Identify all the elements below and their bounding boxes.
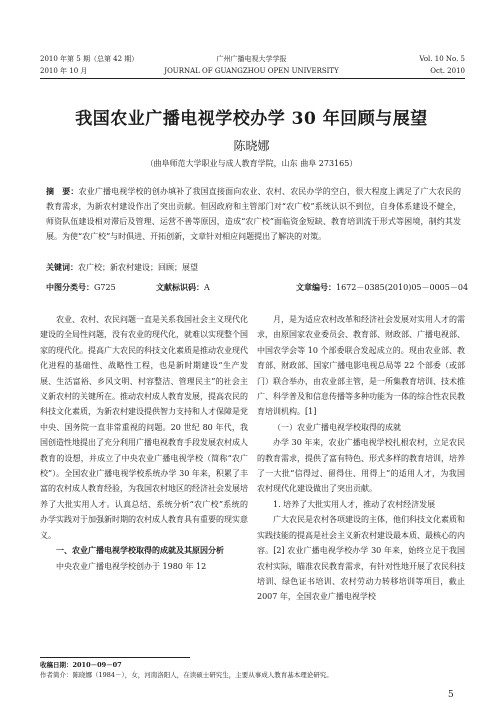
page-number: 5 <box>448 690 454 700</box>
article-number: 文章编号：1672－0385(2010)05－0005－04 <box>296 282 469 292</box>
header-issue: 2010 年第 5 期（总第 42 期） <box>40 55 139 63</box>
article-title: 我国农业广播电视学校办学 30 年回顾与展望 <box>75 109 428 129</box>
author-name: 陈晓娜 <box>233 139 270 153</box>
point-heading: 1. 培养了大批实用人才，推动了农村经济发展 <box>273 499 436 509</box>
abstract-label: 摘 要： <box>46 186 79 196</box>
subsection-heading: （一）农业广播电视学校取得的成就 <box>273 422 401 432</box>
body-paragraph: 中央农业广播电视学校创办于 1980 年 12 <box>56 561 207 571</box>
header-rule <box>40 78 465 79</box>
author-bio: 作者简介：陈晓娜（1984－），女，河南洛阳人，在读硕士研究生，主要从事成人教育基本理论研究。 <box>40 671 333 679</box>
body-paragraph: 广大农民是农村各项建设的主体，他们科技文化素质和实践技能的提高是社会主义新农村建设最本质、最核心的内容。[2] 农业广播电视学校办学 30 年来，始终立足于我国农村实际，瞄准农民教育需求，有针对性地开展了农民科技培训、绿色证书培训、农村劳动力转移培训等项目，截止 2007 年，全国农业广播电视学校 <box>257 515 465 602</box>
abstract-text: 农业广播电视学校的创办填补了我国直接面向农业、农村、农民办学的空白，很大程度上满足了广大农民的教育需求，为新农村建设作出了突出贡献。但因政府和主管部门对“农广校”系统认识不到位，自身体系建设不健全，师资队伍建设相对滞后及管理、运营不善等原因，造成“农广校”面临资金短缺、教育培训流于形式等困境，制约其发展。为使“农广校”与时俱进、开拓创新，文章针对相应问题提出了解决的对策。 <box>46 187 461 241</box>
section-heading: 一、农业广播电视学校取得的成就及其原因分析 <box>56 545 224 556</box>
keywords <box>46 262 198 273</box>
clc-number: 中图分类号：G725 <box>46 282 116 292</box>
body-left-column <box>40 312 248 574</box>
footnote-rule <box>40 657 190 658</box>
journal-name-cn: 广州广播电视大学学报 <box>216 55 287 63</box>
header-date: 2010 年 10 月 <box>40 67 88 75</box>
keywords-label: 关键词： <box>46 262 78 272</box>
body-paragraph: 办学 30 年来，农业广播电视学校扎根农村，立足农民的教育需求，提供了富有特色、形式多样的教育培训，培养了一大批“信得过、留得住、用得上”的适用人才，为我国农村现代化建设做出了突出贡献。 <box>257 438 465 494</box>
body-right-column <box>257 312 465 605</box>
abstract <box>46 184 461 244</box>
keywords-text: 农广校；新农村建设；回顾；展望 <box>78 263 198 272</box>
document-code: 文献标识码：A <box>156 282 210 292</box>
header-date-en: Oct. 2010 <box>430 67 465 75</box>
journal-name-en: JOURNAL OF GUANGZHOU OPEN UNIVERSITY <box>164 67 339 75</box>
author-affiliation: （曲阜师范大学职业与成人教育学院，山东 曲阜 273165） <box>145 159 358 168</box>
header-volume: Vol. 10 No. 5 <box>419 55 465 63</box>
body-paragraph: 农业、农村、农民问题一直是关系我国社会主义现代化建设的全局性问题，没有农业的现代化，就难以实现整个国家的现代化。提高广大农民的科技文化素质是推动农业现代化进程的基础性、战略性工程，也是新时期建设“生产发展、生活富裕、乡风文明、村容整洁、管理民主”的社会主义新农村的关键所在。推动农村成人教育发展，提高农民的科技文化素质，为新农村建设提供智力支持和人才保障是党中央、国务院一直非常重视的问题。20 世纪 80 年代，我国创造性地提出了充分利用广播电视教育手段发展农村成人教育的设想，并成立了中央农业广播电视学校（简称“农广校”）。全国农业广播电视学校系统办学 30 年来，积累了丰富的农村成人教育经验，为我国农村地区的经济社会发展培养了大批实用人才。认真总结、系统分析“农广校”系统的办学实践对于加强新时期的农村成人教育具有重要的现实意义。 <box>40 315 248 540</box>
received-date: 收稿日期：2010－09－07 <box>40 661 122 669</box>
body-paragraph: 月，是为适应农村改革和经济社会发展对实用人才的需求，由原国家农业委员会、教育部、财政部、广播电视部、中国农学会等 10 个部委联合发起成立的。现由农业部、教育部、财政部、国家广播电影电视总局等 22 个部委（或部门）联合举办，由农业部主管，是一所集教育培训、技术推广、科学普及和信息传播等多种功能为一体的综合性农民教育培训机构。[1] <box>257 315 465 417</box>
